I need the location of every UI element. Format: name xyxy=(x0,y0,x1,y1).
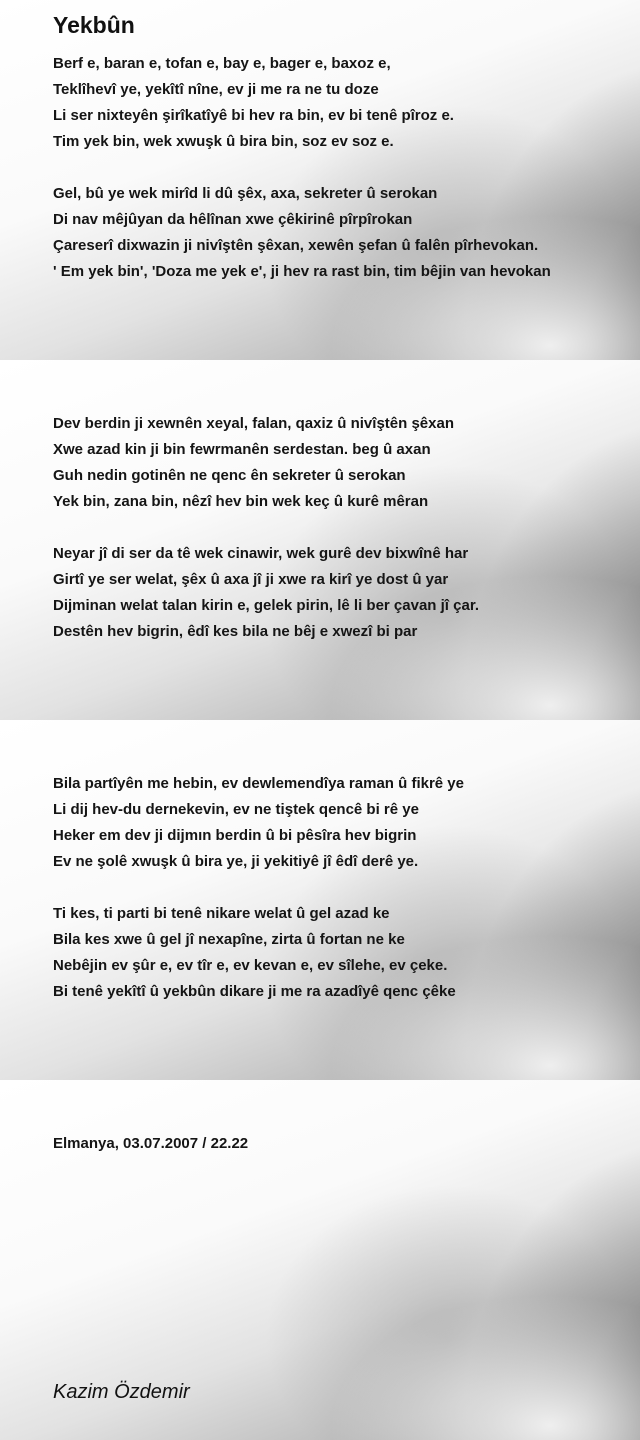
verse-line: Teklîhevî ye, yekîtî nîne, ev ji me ra ne tu doze xyxy=(53,81,379,98)
verse-line: Tim yek bin, wek xwuşk û bira bin, soz ev soz e. xyxy=(53,133,394,150)
verse-line: Neyar jî di ser da tê wek cinawir, wek gurê dev bixwînê har xyxy=(53,545,469,562)
verse-line: Gel, bû ye wek mirîd li dû şêx, axa, sekreter û serokan xyxy=(53,185,438,202)
stanza-4 xyxy=(53,541,479,645)
poem-panel-3 xyxy=(0,720,640,1080)
verse-line: Heker em dev ji dijmın berdin û bi pêsîra hev bigrin xyxy=(53,827,417,844)
poem-title: Yekbûn xyxy=(53,12,135,38)
date-line: Elmanya, 03.07.2007 / 22.22 xyxy=(53,1135,249,1152)
author-name: Kazim Özdemir xyxy=(53,1381,190,1403)
verse-line: Di nav mêjûyan da hêlînan xwe çêkirinê pîrpîrokan xyxy=(53,211,413,228)
stanza-1 xyxy=(53,51,454,155)
verse-line: Yek bin, zana bin, nêzî hev bin wek keç û kurê mêran xyxy=(53,493,429,510)
verse-line: Ev ne şolê xwuşk û bira ye, ji yekitiyê jî êdî derê ye. xyxy=(53,853,419,870)
poem-panel-1 xyxy=(0,0,640,360)
verse-line: ' Em yek bin', 'Doza me yek e', ji hev ra rast bin, tim bêjin van hevokan xyxy=(53,263,551,280)
verse-line: Bi tenê yekîtî û yekbûn dikare ji me ra azadîyê qenc çêke xyxy=(53,983,456,1000)
verse-line: Nebêjin ev şûr e, ev tîr e, ev kevan e, ev sîlehe, ev çeke. xyxy=(53,957,448,974)
verse-line: Girtî ye ser welat, şêx û axa jî ji xwe ra kirî ye dost û yar xyxy=(53,571,449,588)
stanza-6 xyxy=(53,901,456,1005)
poem-panel-2 xyxy=(0,360,640,720)
verse-line: Xwe azad kin ji bin fewrmanên serdestan. beg û axan xyxy=(53,441,431,458)
verse-line: Destên hev bigrin, êdî kes bila ne bêj e xwezî bi par xyxy=(53,623,418,640)
verse-line: Ti kes, ti parti bi tenê nikare welat û gel azad ke xyxy=(53,905,390,922)
verse-line: Dev berdin ji xewnên xeyal, falan, qaxiz û nivîştên şêxan xyxy=(53,415,454,432)
verse-line: Bila partîyên me hebin, ev dewlemendîya raman û fikrê ye xyxy=(53,775,464,792)
verse-line: Guh nedin gotinên ne qenc ên sekreter û serokan xyxy=(53,467,406,484)
verse-line: Çareserî dixwazin ji nivîştên şêxan, xewên şefan û falên pîrhevokan. xyxy=(53,237,539,254)
verse-line: Dijminan welat talan kirin e, gelek pirin, lê li ber çavan jî çar. xyxy=(53,597,479,614)
verse-line: Bila kes xwe û gel jî nexapîne, zirta û fortan ne ke xyxy=(53,931,405,948)
stanza-2 xyxy=(53,181,551,285)
verse-line: Li dij hev-du dernekevin, ev ne tiştek qencê bi rê ye xyxy=(53,801,419,818)
stanza-5 xyxy=(53,771,464,875)
poem-panel-4 xyxy=(0,1080,640,1440)
verse-line: Berf e, baran e, tofan e, bay e, bager e, baxoz e, xyxy=(53,55,391,72)
stanza-3 xyxy=(53,411,454,515)
verse-line: Li ser nixteyên şirîkatîyê bi hev ra bin, ev bi tenê pîroz e. xyxy=(53,107,454,124)
